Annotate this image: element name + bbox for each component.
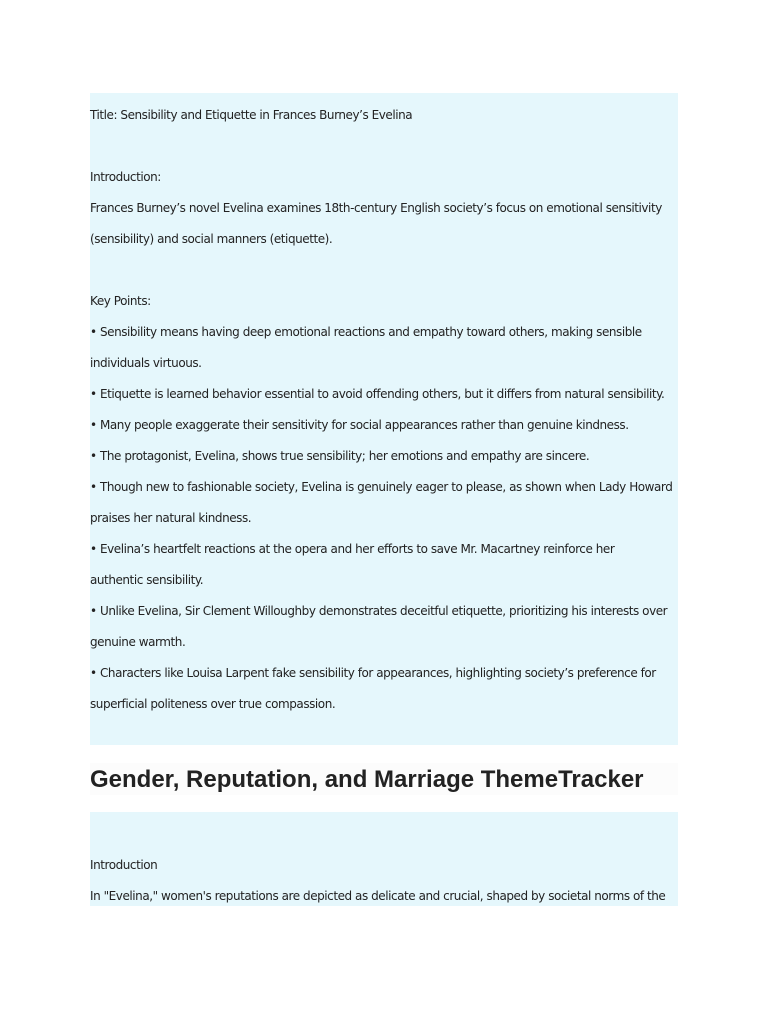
key-point-line: superficial politeness over true compassion.: [90, 697, 336, 711]
introduction-text-line: Frances Burney’s novel Evelina examines 18th-century English society’s focus on emotional sensitivity: [90, 201, 662, 215]
introduction-text-line: In "Evelina," women's reputations are depicted as delicate and crucial, shaped by societal norms of the: [90, 889, 666, 903]
key-point-line: • Evelina’s heartfelt reactions at the opera and her efforts to save Mr. Macartney reinforce her: [90, 542, 615, 556]
key-point-line: authentic sensibility.: [90, 573, 204, 587]
introduction-heading: Introduction:: [90, 170, 161, 184]
key-point-line: • Characters like Louisa Larpent fake sensibility for appearances, highlighting society’s preference for: [90, 666, 656, 680]
key-point-line: • Etiquette is learned behavior essential to avoid offending others, but it differs from natural sensibility.: [90, 387, 665, 401]
key-point-line: • Sensibility means having deep emotional reactions and empathy toward others, making sensible: [90, 325, 642, 339]
key-point-line: praises her natural kindness.: [90, 511, 252, 525]
section-heading: Gender, Reputation, and Marriage ThemeTracker: [90, 766, 644, 793]
gender-reputation-summary-block: [90, 812, 678, 906]
key-point-line: individuals virtuous.: [90, 356, 202, 370]
key-points-heading: Key Points:: [90, 294, 151, 308]
sensibility-etiquette-summary-block: [90, 93, 678, 745]
key-point-line: • Though new to fashionable society, Evelina is genuinely eager to please, as shown when Lady Howard: [90, 480, 673, 494]
key-point-line: • Many people exaggerate their sensitivity for social appearances rather than genuine kindness.: [90, 418, 629, 432]
key-point-line: genuine warmth.: [90, 635, 186, 649]
summary-title: Title: Sensibility and Etiquette in Frances Burney’s Evelina: [90, 108, 413, 122]
key-point-line: • The protagonist, Evelina, shows true sensibility; her emotions and empathy are sincere.: [90, 449, 590, 463]
introduction-text-line: (sensibility) and social manners (etiquette).: [90, 232, 333, 246]
introduction-heading: Introduction: [90, 858, 158, 872]
key-point-line: • Unlike Evelina, Sir Clement Willoughby demonstrates deceitful etiquette, prioritizing his interests over: [90, 604, 668, 618]
